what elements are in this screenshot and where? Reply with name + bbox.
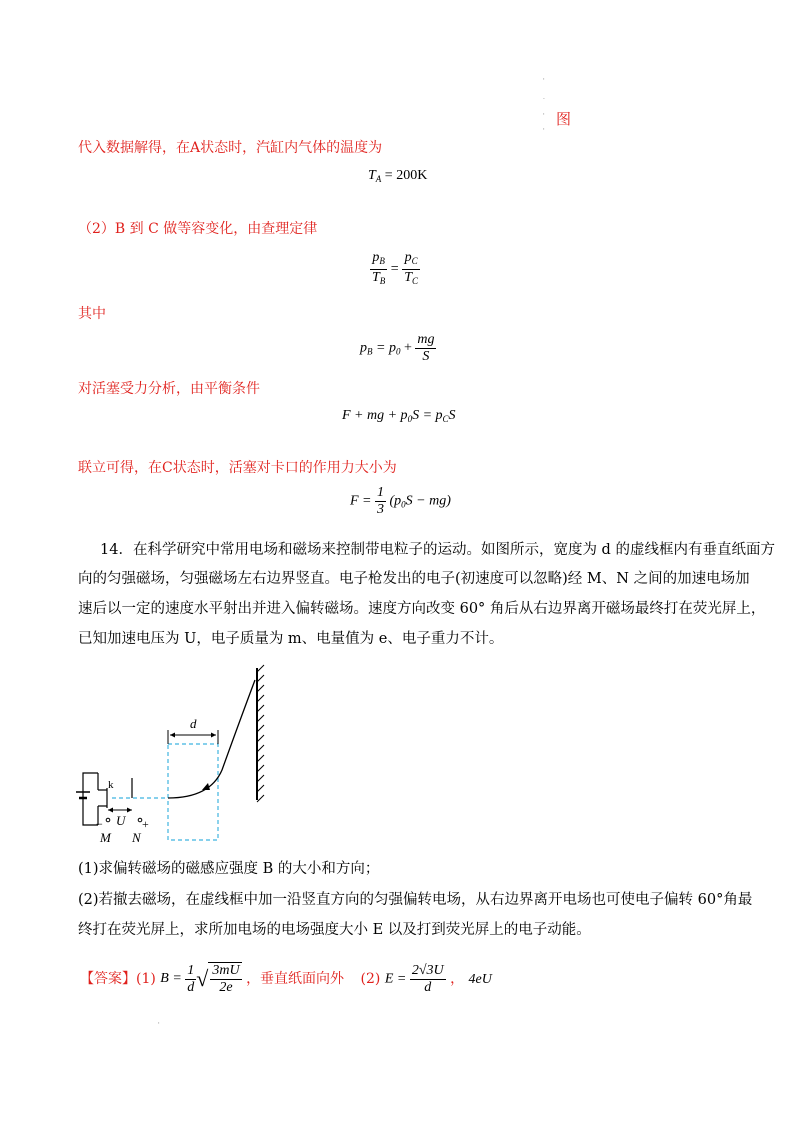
margin-tick: ': [543, 78, 545, 85]
question-14-line-1: 14．在科学研究中常用电场和磁场来控制带电粒子的运动。如图所示，宽度为 d 的虚线框内有垂直纸面方: [100, 542, 775, 558]
field-region-box: [168, 744, 218, 840]
electron-trajectory: [168, 680, 255, 798]
equation-TA: $T_A = 200K$: [368, 168, 428, 184]
experiment-figure: [60, 660, 280, 850]
equation-F: F = $\frac{1}{3}$ $(p_0S - mg)$: [350, 485, 451, 517]
answer-Ek: 4eU: [468, 972, 492, 987]
solution-text-2: （2）B 到 C 做等容变化，由查理定律: [78, 221, 318, 237]
solution-text-3: 其中: [78, 306, 106, 322]
label-k: k: [108, 779, 114, 791]
margin-tick: ': [158, 1022, 160, 1029]
screen-hatching: [257, 665, 264, 802]
margin-tick: ': [543, 128, 545, 135]
answer-tag: 【答案】: [80, 971, 136, 987]
question-14-line-3: 速后以一定的速度水平射出并进入偏转磁场。速度方向改变 60° 角后从右边界离开磁场最终打在荧光屏上，: [78, 601, 766, 617]
answer-B: B = $\frac{1}{d}$ √ $\frac{3mU}{2e}$: [160, 962, 240, 995]
margin-tick: ': [543, 113, 545, 120]
question-14-part-2-line-2: 终打在荧光屏上，求所加电场的电场强度大小 E 以及打到荧光屏上的电子动能。: [78, 922, 591, 938]
margin-tick: ·: [543, 96, 545, 103]
solution-text-5: 联立可得，在C状态时，活塞对卡口的作用力大小为: [78, 460, 397, 476]
answer-E: E = $\frac{2√3U}{d}$: [384, 962, 444, 995]
solution-text-4: 对活塞受力分析，由平衡条件: [78, 381, 260, 397]
question-14-line-4: 已知加速电压为 U，电子质量为 m、电量值为 e、电子重力不计。: [78, 631, 504, 647]
answer-line: 【答案】(1) B = $\frac{1}{d}$ √ $\frac{3mU}{2e}$ ，垂直纸面向外 (2) E = $\frac{2√3U}{d}$ ， 4eU: [80, 962, 492, 995]
label-M: M: [100, 830, 111, 845]
label-N: N: [132, 830, 141, 845]
solution-text-1: 代入数据解得，在A状态时，汽缸内气体的温度为: [78, 140, 383, 156]
label-U: U: [116, 813, 126, 828]
label-minus: −: [96, 817, 103, 831]
label-plus: +: [142, 817, 149, 831]
equation-balance: F + mg + $p_0S = p_CS$: [342, 408, 456, 424]
equation-charles-law: $\frac{p_B}{T_B}$ = $\frac{p_C}{T_C}$: [372, 250, 419, 286]
question-14-part-1: (1)求偏转磁场的磁感应强度 B 的大小和方向；: [78, 861, 380, 877]
equation-pB: $p_B = p_0$ + $\frac{mg}{S}$: [360, 332, 435, 364]
label-d: d: [190, 716, 197, 731]
question-14-line-2: 向的匀强磁场，匀强磁场左右边界竖直。电子枪发出的电子(初速度可以忽略)经 M、N 之间的加速电场加: [78, 571, 750, 587]
corner-label: 图: [556, 110, 572, 128]
terminal-M: [106, 818, 110, 822]
question-14-part-2-line-1: (2)若撤去磁场，在虚线框中加一沿竖直方向的匀强偏转电场，从右边界离开电场也可使电子偏转 60°角最: [78, 892, 753, 908]
trajectory-arrow: [202, 783, 210, 790]
answer-B-direction: ，垂直纸面向外: [246, 971, 345, 987]
